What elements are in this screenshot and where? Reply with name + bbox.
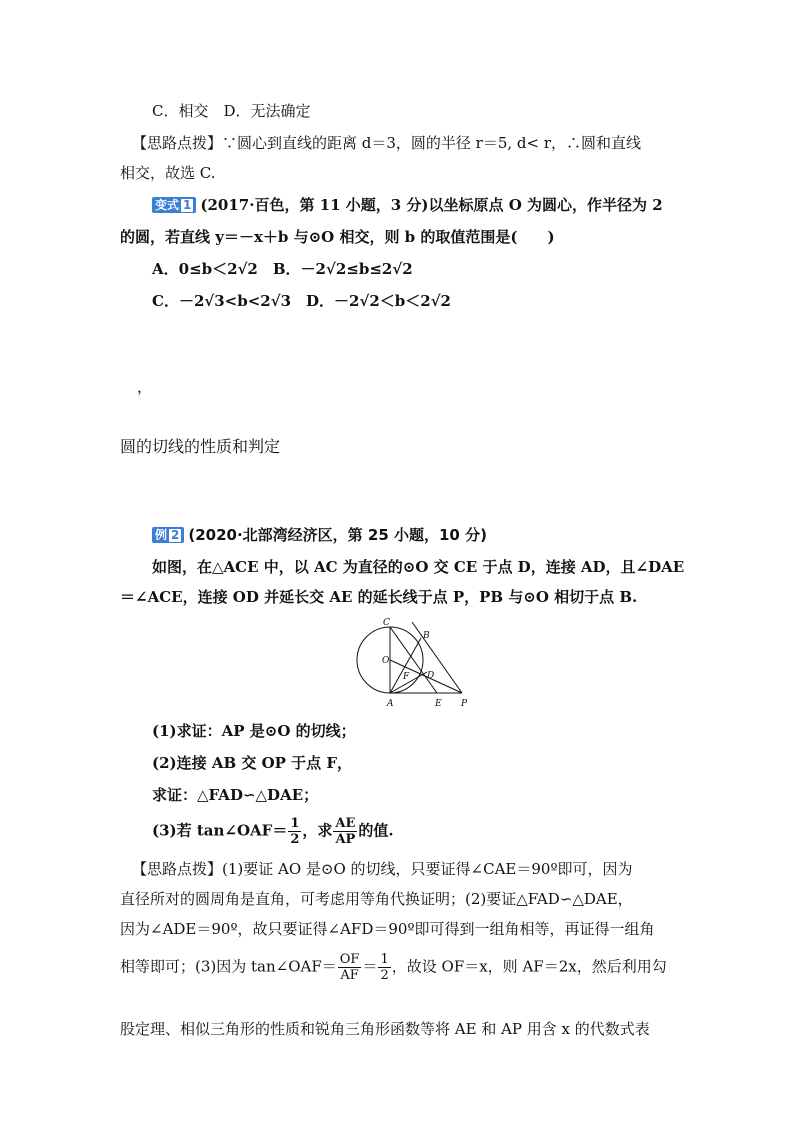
question-2-prove: 求证：△FAD∽△DAE； <box>152 786 319 804</box>
option-cd-line: C．相交 D．无法确定 <box>152 102 311 120</box>
example-2-text-2: ＝∠ACE，连接 OD 并延长交 AE 的延长线于点 P，PB 与⊙O 相切于点 B. <box>120 588 638 606</box>
hint-2-line-3: 因为∠ADE＝90º，故只要证得∠AFD＝90º即可得到一组角相等，再证得一组角 <box>120 920 655 938</box>
label-f: F <box>403 672 410 682</box>
section-heading: 圆的切线的性质和判定 <box>120 437 281 456</box>
example-2-header: 例 2 (2020·北部湾经济区，第 25 小题，10 分) <box>152 524 487 546</box>
fraction-one-half-2: $\frac{1}{2}$ <box>380 952 389 983</box>
hint-line-2: 相交，故选 C. <box>120 164 216 182</box>
label-d: D <box>427 671 435 681</box>
variant-1-question: 的圆，若直线 y＝－x＋b 与⊙O 相交，则 b 的取值范围是( ) <box>120 228 555 246</box>
label-p: P <box>461 699 468 709</box>
example-tag: 例 2 <box>152 527 184 543</box>
variant-1-options-cd: C．－2√3<b<2√3 D．－2√2＜b＜2√2 <box>152 292 451 310</box>
question-1: (1)求证：AP 是⊙O 的切线； <box>152 722 356 740</box>
hint-2-line-4: 相等即可；(3)因为 tan∠OAF＝ $\frac{OF}{AF}$ ＝ $\frac{1}{2}$ ，故设 OF＝x，则 AF＝2x，然后利用勾 <box>120 952 667 983</box>
hint-2-line-5: 股定理、相似三角形的性质和锐角三角形函数等将 AE 和 AP 用含 x 的代数式表 <box>120 1020 650 1038</box>
fraction-ae-ap: $\frac{AE}{AP}$ <box>335 816 356 847</box>
example-2-text-1: 如图，在△ACE 中，以 AC 为直径的⊙O 交 CE 于点 D，连接 AD，且∠DAE <box>152 558 685 576</box>
label-o: O <box>382 656 390 666</box>
label-a: A <box>387 699 394 709</box>
variant-1-header: 变式 1 (2017·百色，第 11 小题，3 分)以坐标原点 O 为圆心，作半径为 2 <box>152 194 663 216</box>
variant-1-options-ab: A．0≤b＜2√2 B．－2√2≤b≤2√2 <box>152 260 413 278</box>
question-2: (2)连接 AB 交 OP 于点 F， <box>152 754 353 772</box>
hint-line-1: 【思路点拨】∵圆心到直线的距离 d＝3，圆的半径 r＝5, d< r，∴圆和直线 <box>132 134 642 152</box>
label-c: C <box>383 618 390 628</box>
label-b: B <box>423 631 430 641</box>
variant-tag: 变式 1 <box>152 197 196 213</box>
geometry-figure <box>350 618 470 710</box>
label-e: E <box>435 699 442 709</box>
fraction-one-half: $\frac{1}{2}$ <box>290 816 300 847</box>
hint-2-line-2: 直径所对的圆周角是直角，可考虑用等角代换证明；(2)要证△FAD∽△DAE， <box>120 890 633 908</box>
fraction-of-af: $\frac{OF}{AF}$ <box>339 952 360 983</box>
segment-op <box>390 660 462 693</box>
stray-comma: ， <box>137 378 153 396</box>
question-3: (3)若 tan∠OAF＝ $\frac{1}{2}$ ，求 $\frac{AE}{AP}$ 的值. <box>152 816 394 847</box>
tangent-pb <box>412 622 462 693</box>
hint-2-line-1: 【思路点拨】(1)要证 AO 是⊙O 的切线，只要证得∠CAE＝90º即可，因为 <box>132 860 633 878</box>
